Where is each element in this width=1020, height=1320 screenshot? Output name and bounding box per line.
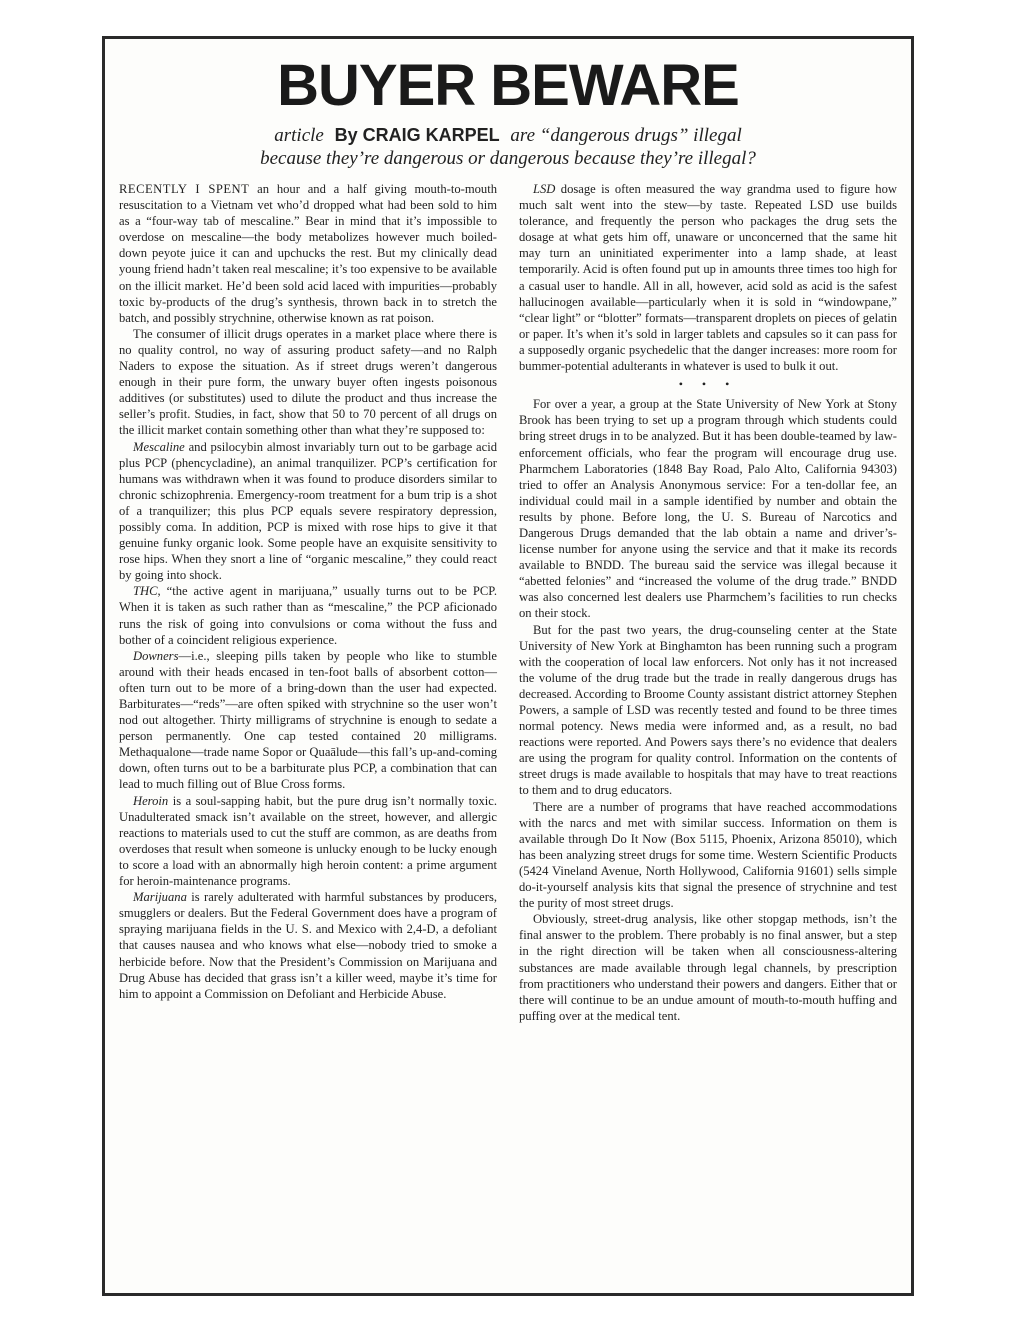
paragraph (519, 622, 897, 799)
paragraph-lead: LSD (533, 182, 556, 196)
paragraph-text: an hour and a half giving mouth-to-mouth resuscitation to a Vietnam vet who’d dropped what had been sold to him as a “four-way tab of mescaline.” Bear in mind that it’s impossible to overdose on mescaline—the body metabolizes however much boiled-down peyote juice it can and upchucks the rest. But my clinically dead young friend hadn’t taken real mescaline; it’s too expensive to be available on the illicit market. He’d been sold acid laced with impurities—probably toxic by-products of the drug’s synthesis, thrown back in to stretch the batch, and possibly strychnine, otherwise known as rat poison. (119, 182, 497, 325)
paragraph (519, 911, 897, 1024)
paragraph (119, 439, 497, 584)
paragraph-text: is a soul-sapping habit, but the pure drug isn’t normally toxic. Unadulterated smack isn’t available on the street, however, and allergic reactions to materials used to cut the stuff are common, as are deaths from overdoses that result when someone is unlucky enough to be lucky enough to score a load with an abnormally high heroin content: a prime argument for heroin-maintenance programs. (119, 793, 497, 889)
right-column (519, 181, 897, 1024)
paragraph-lead: Heroin (133, 793, 169, 808)
deck-line-2: because they’re dangerous or dangerous because they’re illegal? (260, 148, 756, 169)
byline-prefix: article (274, 125, 324, 146)
paragraph (119, 181, 497, 326)
paragraph-lead: THC (133, 584, 158, 599)
article-frame (102, 36, 914, 1296)
paragraph-text: For over a year, a group at the State University of New York at Stony Brook has been trying to set up a program through which students could bring street drugs in to be analyzed. But it has been double-teamed by law-enforcement officials, who fear the program will encourage drug use. Pharmchem Laboratories (1848 Bay Road, Palo Alto, California 94303) tried to offer an Analysis Anonymous service: For a ten-dollar fee, an individual could mail in a sample identified by number and obtain the results by phone. Before long, the U. S. Bureau of Narcotics and Dangerous Drugs demanded that the lab obtain a name and driver’s-license number for anyone using the service and that it make its records available to BNDD. The bureau said the service was illegal because it “abetted felonies” and “increased the volume of the drug trade.” BNDD was also concerned lest dealers use Pharmchem’s facilities to run checks on their stock. (519, 397, 897, 621)
paragraph-lead: RECENTLY I SPENT (119, 182, 250, 196)
section-separator: • • • (678, 377, 738, 392)
article-headline: BUYER BEWARE (277, 53, 739, 118)
paragraph (119, 326, 497, 439)
paragraph-text: —i.e., sleeping pills taken by people who like to stumble around with their heads encased in ten-foot balls of absorbent cotton—often turn out to be more of a bring-down than the user had expected. Barbiturates—“reds”—are often spiked with strychnine so the user won’t nod out altogether. Thirty milligrams of strychnine is enough to sedate a person permanently. One cap tested contained 20 milligrams. Methaqualone—trade name Sopor or Quaālude—this fall’s up-and-coming down, often turns out to be a barbiturate plus PCP, a combination that can lead to much filling out of Blue Cross forms. (119, 648, 497, 792)
paragraph (519, 181, 897, 374)
byline (105, 123, 911, 148)
left-column (119, 181, 497, 1002)
paragraph-lead: Mescaline (133, 439, 185, 454)
paragraph-lead: Downers (133, 648, 179, 663)
paragraph (119, 889, 497, 1002)
paragraph-text: The consumer of illicit drugs operates in a market place where there is no quality control, no way of assuring product safety—and no Ralph Naders to expose the situation. As if street drugs weren’t dangerous enough in their pure form, the unwary buyer often ingests poisonous additives (or substitutes) used to dilute the product and thus increase the seller’s profit. Studies, in fact, show that 50 to 70 percent of all drugs on the illicit market contain something other than what they’re supposed to: (119, 326, 497, 438)
paragraph (519, 396, 897, 621)
paragraph-text: dosage is often measured the way grandma used to figure how much salt went into the stew—by taste. Repeated LSD use builds tolerance, and frequently the person who packages the drug sets the dosage at what gets him off, unaware or unconcerned that the same hit may turn an uninitiated experimenter into a lamp shade, at least temporarily. Acid is often found put up in amounts three times too high for a casual user to handle. All in all, however, acid sold as acid is the safest hallucinogen available—particularly when it is sold in “windowpane,” “clear light” or “blotter” formats—transparent droplets on pieces of gelatin or paper. It’s when it’s sold in larger tablets and capsules so it can pass for a supposedly organic psychedelic that the danger increases: more room for bummer-potential adulterants in whatever is used to bulk it out. (519, 182, 898, 374)
paragraph (119, 648, 497, 793)
paragraph-text: and psilocybin almost invariably turn out to be garbage acid plus PCP (phencycladine), an animal tranquilizer. PCP’s certification for humans was withdrawn when it was found to produce disorders similar to chronic schizophrenia. Emergency-room treatment for a bum trip is a shot of a tranquilizer; this plus PCP equals severe respiratory depression, possibly coma. In addition, PCP is mixed with rose hips to give it that genuine funky organic look. Some people have an exquisite sensitivity to rose hips. When they snort a line of “organic mescaline,” they could react by going into shock. (119, 439, 497, 583)
paragraph (519, 799, 897, 912)
paragraph (119, 583, 497, 647)
paragraph-text: There are a number of programs that have reached accommodations with the narcs and met with similar success. Information on them is available through Do It Now (Box 5115, Phoenix, Arizona 85010), which has been analyzing street drugs for some time. Western Scientific Products (5424 Vineland Avenue, North Hollywood, California 91601) sells simple do-it-yourself analysis kits that signal the presence of strychnine and test the purity of most street drugs. (519, 799, 897, 911)
paragraph-text: is rarely adulterated with harmful substances by producers, smugglers or dealers. But the Federal Government does have a program of spraying marijuana fields in the U. S. and Mexico with 2,4-D, a defoliant that causes nausea and who knows what else—nobody tried to smoke a herbicide before. Now that the President’s Commission on Marijuana and Drug Abuse has decided that grass isn’t a killer weed, maybe it’s time for him to appoint a Commission on Defoliant and Herbicide Abuse. (119, 890, 497, 1001)
paragraph (119, 793, 497, 890)
deck-line-1: are “dangerous drugs” illegal (510, 125, 742, 146)
paragraph-text: But for the past two years, the drug-counseling center at the State University of New York at Binghamton has been running such a program with the cooperation of local law enforcers. Not only has it not increased the volume of the drug trade but the trade in really dangerous drugs has decreased. According to Broome County assistant district attorney Stephen Powers, a sample of LSD was recently tested and found to be three times normal potency. News media were informed and, as a result, no bad reactions were reported. And Powers says there’s no evidence that dealers are using the program for quality control. Information on the contents of street drugs is made available to hospitals that may have to treat reactions to them and to drug educators. (519, 622, 897, 798)
paragraph-text: Obviously, street-drug analysis, like other stopgap methods, isn’t the final answer to the problem. There probably is no final answer, but a step in the right direction will be taken when all consciousness-altering substances are made available through legal channels, by prescription from practitioners who understand their powers and dangers. Either that or there will continue to be an undue amount of mouth-to-mouth huffing and puffing over at the medical tent. (519, 912, 897, 1023)
paragraph-lead: Marijuana (133, 890, 187, 905)
paragraph-text: , “the active agent in marijuana,” usually turns out to be PCP. When it is taken as such rather than as “mescaline,” the PCP aficionado runs the risk of going into convulsions or coma without the fuss and bother of a coincident religious experience. (119, 584, 497, 647)
author-name: By CRAIG KARPEL (334, 125, 500, 145)
